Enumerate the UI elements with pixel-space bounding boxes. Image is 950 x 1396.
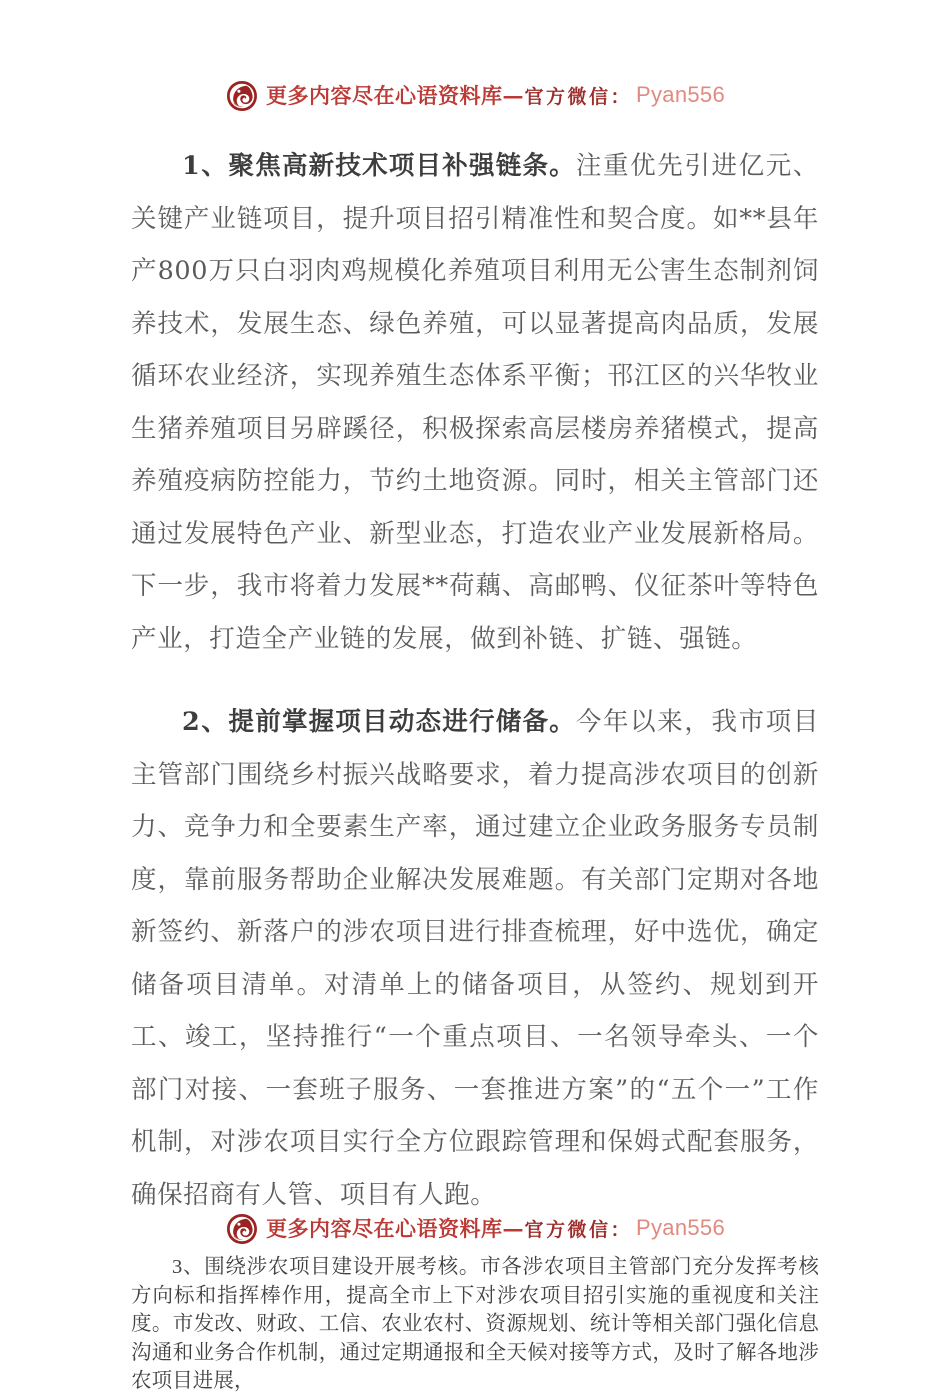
watermark-wechat-label: 官方微信：: [524, 85, 633, 108]
paragraph-1: [131, 140, 819, 665]
footer-watermark: [0, 1211, 950, 1245]
watermark-main-text: 更多内容尽在心语资料库: [266, 83, 503, 108]
paragraph-2: [131, 696, 819, 1221]
paragraph-1-number: 1、: [182, 151, 229, 181]
paragraph-3: [131, 1253, 819, 1396]
paragraph-3-heading: 围绕涉农项目建设开展考核。: [204, 1256, 481, 1278]
paragraph-3-number: 3、: [172, 1256, 205, 1278]
paragraph-2-body: 今年以来，我市项目主管部门围绕乡村振兴战略要求，着力提高涉农项目的创新力、竞争力和全要素生产率，通过建立企业政务服务专员制度，靠前服务帮助企业解决发展难题。有关部门定期对各地新签约、新落户的涉农项目进行排查梳理，好中选优，确定储备项目清单。对清单上的储备项目，从签约、规划到开工、竣工，坚持推行“一个重点项目、一名领导牵头、一个部门对接、一套班子服务、一套推进方案”的“五个一”工作机制，对涉农项目实行全方位跟踪管理和保姆式配套服务，确保招商有人管、项目有人跑。: [131, 707, 819, 1210]
watermark-wechat-id: Pyan556: [636, 82, 725, 107]
watermark-main-text: 更多内容尽在心语资料库: [266, 1216, 503, 1241]
paragraph-3-body: 市各涉农项目主管部门充分发挥考核方向标和指挥棒作用，提高全市上下对涉农项目招引实施的重视度和关注度。市发改、财政、工信、农业农村、资源规划、统计等相关部门强化信息沟通和业务合作机制，通过定期通报和全天候对接等方式，及时了解各地涉农项目进展，: [131, 1256, 819, 1392]
paragraph-2-heading: 提前掌握项目动态进行储备。: [228, 707, 576, 737]
header-watermark: [0, 78, 950, 112]
watermark-wechat-id: Pyan556: [636, 1215, 725, 1240]
swirl-fish-emblem-icon: [225, 79, 259, 113]
swirl-fish-emblem-icon: [225, 1212, 259, 1246]
watermark-wechat-label: 官方微信：: [524, 1218, 633, 1241]
watermark-dash: —: [502, 82, 524, 108]
paragraph-1-body: 注重优先引进亿元、关键产业链项目，提升项目招引精准性和契合度。如**县年产800万只白羽肉鸡规模化养殖项目利用无公害生态制剂饲养技术，发展生态、绿色养殖，可以显著提高肉品质，发展循环农业经济，实现养殖生态体系平衡；邗江区的兴华牧业生猪养殖项目另辟蹊径，积极探索高层楼房养猪模式，提高养殖疫病防控能力，节约土地资源。同时，相关主管部门还通过发展特色产业、新型业态，打造农业产业发展新格局。下一步，我市将着力发展**荷藕、高邮鸭、仪征茶叶等特色产业，打造全产业链的发展，做到补链、扩链、强链。: [131, 151, 819, 654]
paragraph-2-number: 2、: [182, 707, 229, 737]
paragraph-1-heading: 聚焦高新技术项目补强链条。: [228, 151, 576, 181]
paragraph-gap-1: [131, 677, 819, 696]
watermark-dash: —: [502, 1215, 524, 1241]
document-body: [131, 140, 819, 1396]
